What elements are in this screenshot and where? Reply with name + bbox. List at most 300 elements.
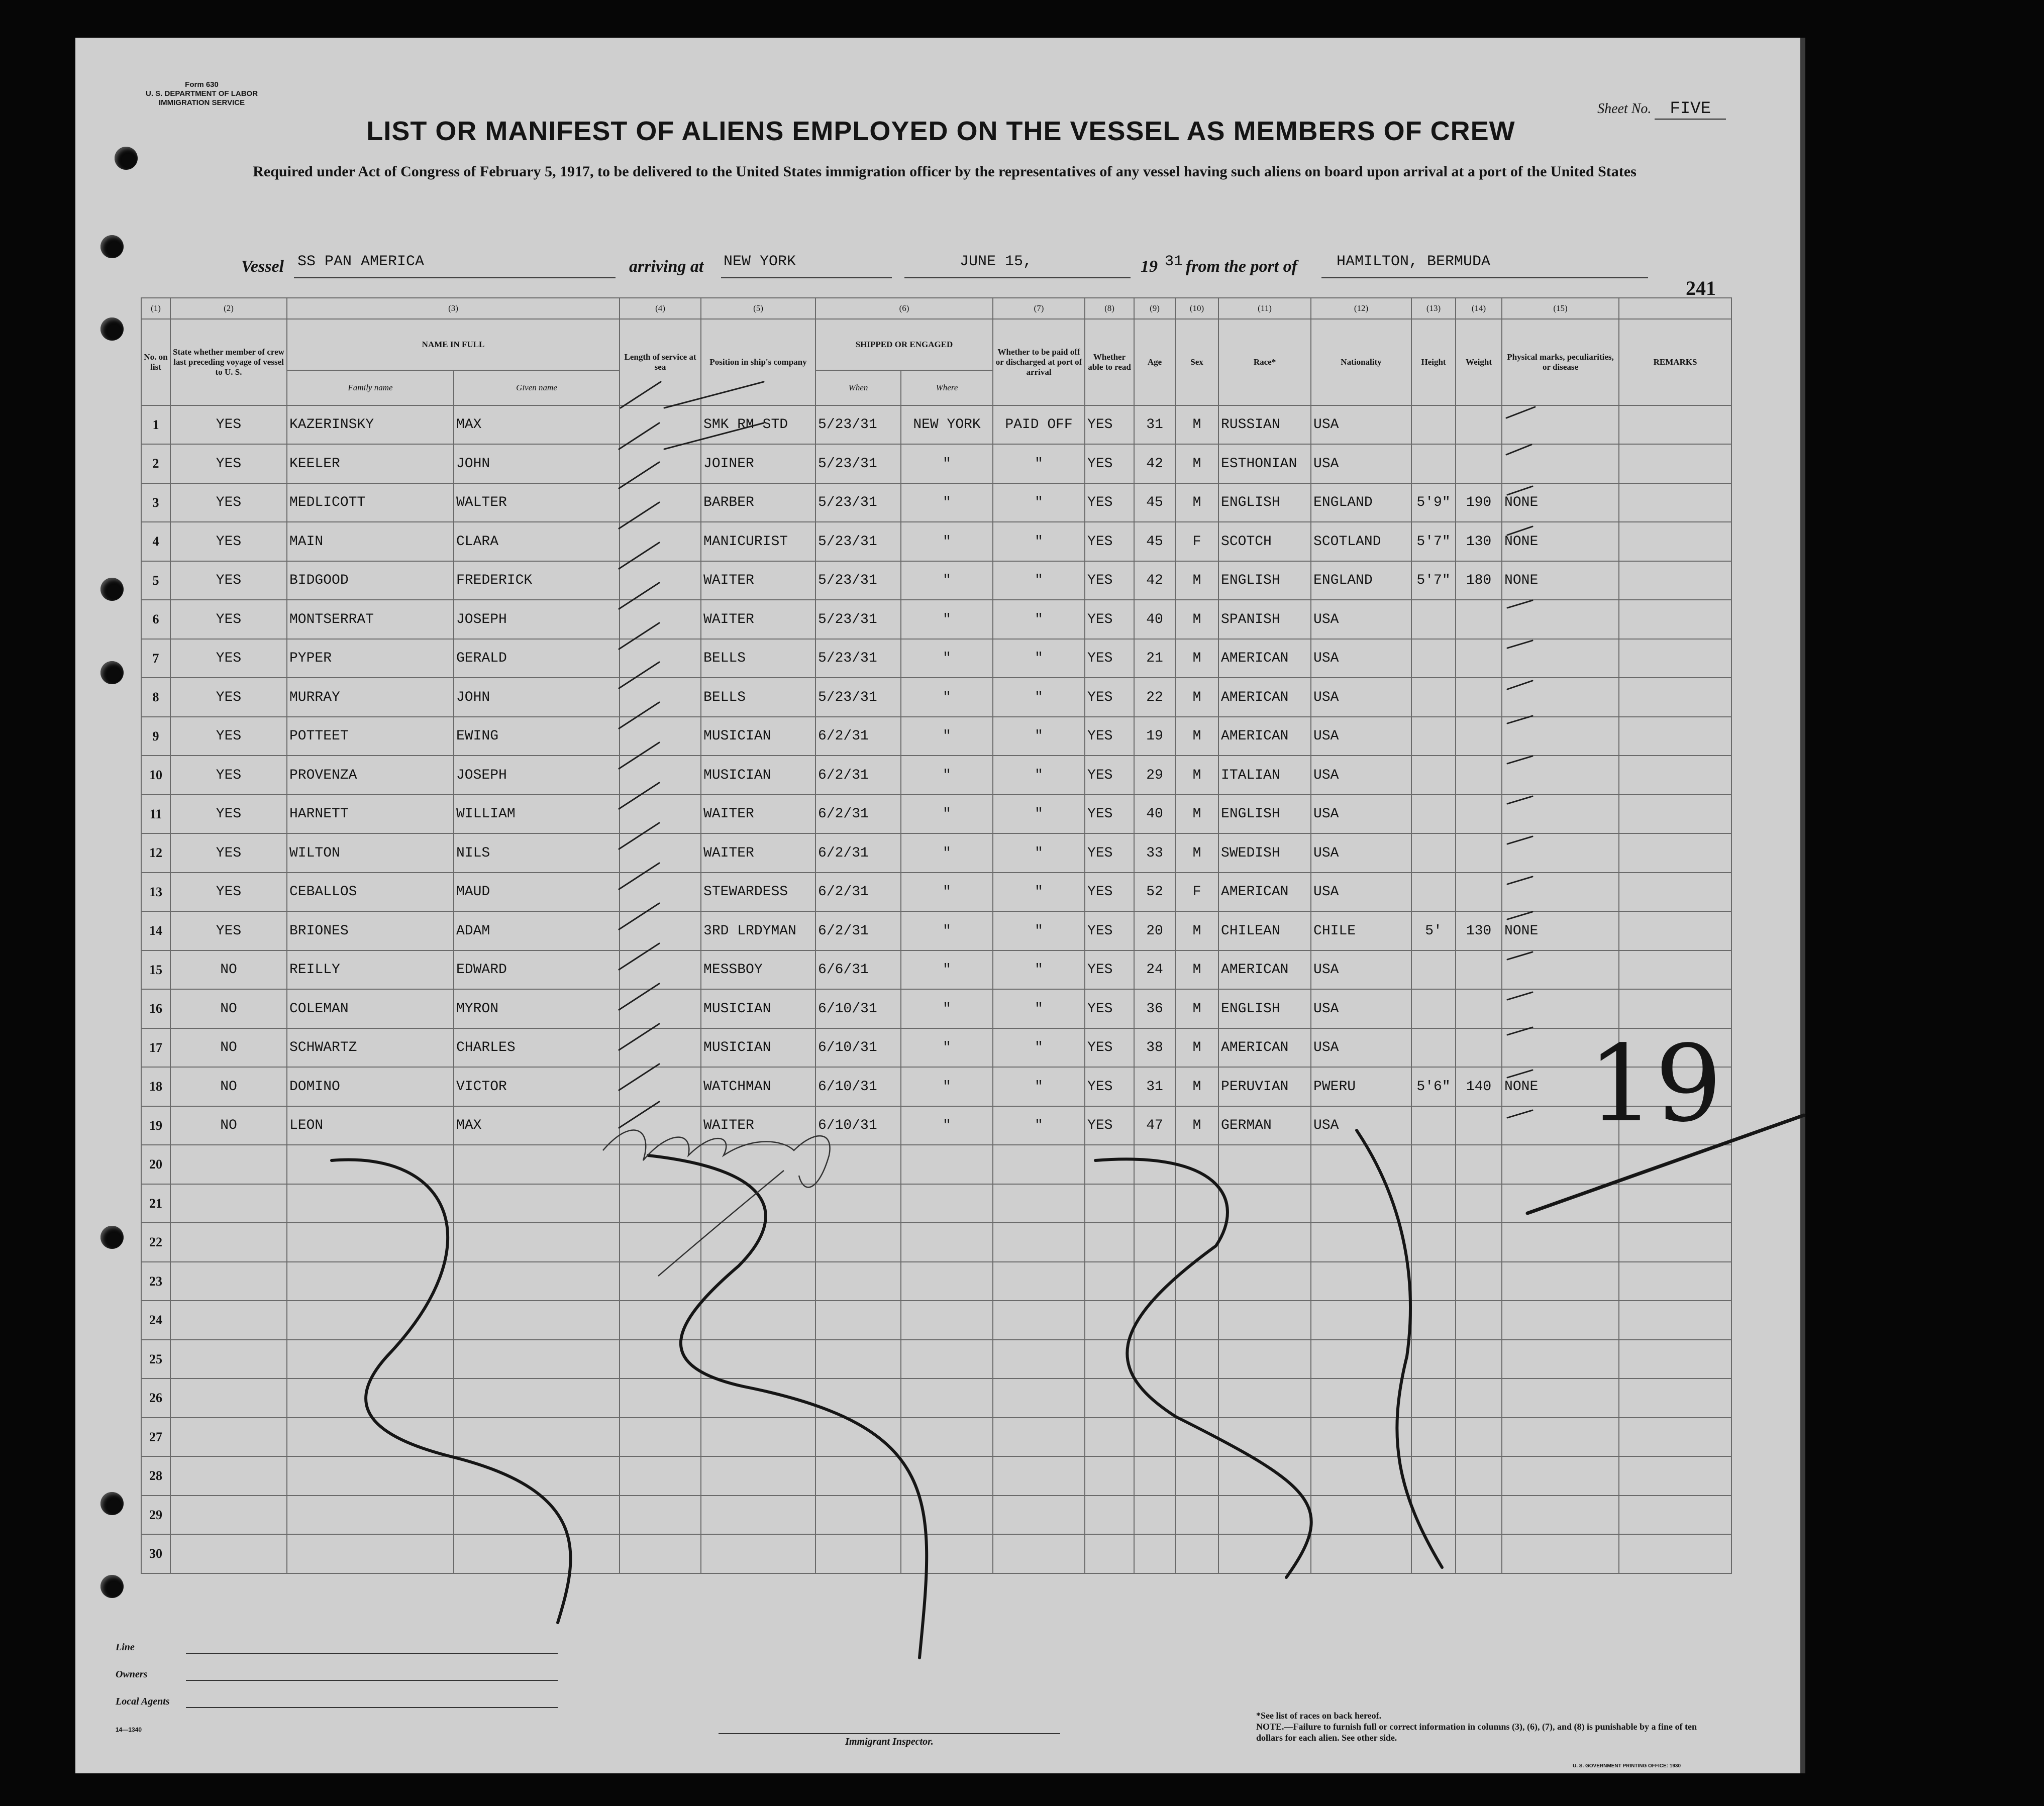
cell-weight: 140 [1456, 1067, 1502, 1106]
col-num: (11) [1218, 298, 1311, 319]
cell-no: 20 [141, 1145, 170, 1184]
cell-race: AMERICAN [1218, 639, 1311, 678]
cell-given: VICTOR [454, 1067, 620, 1106]
cell-position: JOINER [701, 444, 815, 483]
cell-where: " [901, 639, 993, 678]
vessel-label: Vessel [241, 257, 284, 276]
cell-age: 24 [1134, 950, 1175, 989]
year-prefix: 19 [1141, 257, 1158, 276]
cell-when: 5/23/31 [815, 483, 901, 522]
col-num: (13) [1411, 298, 1456, 319]
cell-given: JOHN [454, 678, 620, 717]
cell-position: BELLS [701, 678, 815, 717]
cell-no: 3 [141, 483, 170, 522]
cell-race: AMERICAN [1218, 678, 1311, 717]
cell-paid: " [993, 950, 1085, 989]
cell-age: 31 [1134, 405, 1175, 444]
cell-when: 6/2/31 [815, 873, 901, 911]
cell-read: YES [1085, 1028, 1134, 1067]
cell-race: SPANISH [1218, 600, 1311, 639]
printer-imprint: U. S. GOVERNMENT PRINTING OFFICE: 1930 [1573, 1763, 1681, 1769]
cell-paid: " [993, 522, 1085, 561]
cell-paid: " [993, 678, 1085, 717]
header-weight: Weight [1456, 319, 1502, 405]
cell-no: 12 [141, 833, 170, 873]
cell-state: YES [170, 600, 287, 639]
cell-marks: NONE [1502, 561, 1619, 600]
header-height: Height [1411, 319, 1456, 405]
col-num: (5) [701, 298, 815, 319]
col-num: (10) [1175, 298, 1218, 319]
cell-state: YES [170, 678, 287, 717]
cell-weight: 130 [1456, 911, 1502, 950]
header-discharged: Whether to be paid off or discharged at port of arrival [993, 319, 1085, 405]
cell-age: 40 [1134, 795, 1175, 833]
cell-no: 21 [141, 1184, 170, 1223]
arriving-value: NEW YORK [724, 253, 796, 270]
cell-sex: M [1175, 639, 1218, 678]
cell-given: MAX [454, 1106, 620, 1145]
cell-given: WALTER [454, 483, 620, 522]
cell-given: WILLIAM [454, 795, 620, 833]
cell-sex: M [1175, 678, 1218, 717]
cell-given: JOSEPH [454, 600, 620, 639]
cell-paid: " [993, 639, 1085, 678]
line-label: Line [116, 1642, 170, 1669]
form-number: Form 630 [185, 80, 219, 89]
header-race: Race* [1218, 319, 1311, 405]
header-physical: Physical marks, peculiarities, or disease [1502, 319, 1619, 405]
cell-where: " [901, 950, 993, 989]
cell-family: MAIN [287, 522, 454, 561]
cell-where: " [901, 795, 993, 833]
header-read: Whether able to read [1085, 319, 1134, 405]
cell-age: 33 [1134, 833, 1175, 873]
header-position: Position in ship's company [701, 319, 815, 405]
cell-race: CHILEAN [1218, 911, 1311, 950]
cell-no: 28 [141, 1456, 170, 1496]
cell-position: BELLS [701, 639, 815, 678]
cell-no: 4 [141, 522, 170, 561]
cell-nationality: USA [1311, 678, 1411, 717]
cell-read: YES [1085, 483, 1134, 522]
cell-paid: PAID OFF [993, 405, 1085, 444]
cell-read: YES [1085, 795, 1134, 833]
cell-given: CLARA [454, 522, 620, 561]
cell-where: " [901, 1028, 993, 1067]
cell-race: PERUVIAN [1218, 1067, 1311, 1106]
cell-nationality: USA [1311, 717, 1411, 756]
cell-nationality: PWERU [1311, 1067, 1411, 1106]
cell-paid: " [993, 1067, 1085, 1106]
cell-given: CHARLES [454, 1028, 620, 1067]
cell-nationality: USA [1311, 405, 1411, 444]
cell-state: YES [170, 522, 287, 561]
cell-state: YES [170, 405, 287, 444]
cell-paid: " [993, 795, 1085, 833]
cell-given: FREDERICK [454, 561, 620, 600]
cell-race: AMERICAN [1218, 950, 1311, 989]
cell-nationality: SCOTLAND [1311, 522, 1411, 561]
cell-race: AMERICAN [1218, 873, 1311, 911]
cell-family: MURRAY [287, 678, 454, 717]
cell-family: REILLY [287, 950, 454, 989]
cell-family: SCHWARTZ [287, 1028, 454, 1067]
cell-where: " [901, 444, 993, 483]
cell-race: RUSSIAN [1218, 405, 1311, 444]
cell-read: YES [1085, 911, 1134, 950]
cell-paid: " [993, 911, 1085, 950]
cell-race: AMERICAN [1218, 717, 1311, 756]
department: U. S. DEPARTMENT OF LABOR [146, 89, 258, 98]
cell-nationality: USA [1311, 950, 1411, 989]
cell-age: 47 [1134, 1106, 1175, 1145]
cell-family: HARNETT [287, 795, 454, 833]
cell-no: 5 [141, 561, 170, 600]
header-age: Age [1134, 319, 1175, 405]
cell-no: 7 [141, 639, 170, 678]
cell-race: SWEDISH [1218, 833, 1311, 873]
cell-state: NO [170, 1106, 287, 1145]
cell-nationality: USA [1311, 989, 1411, 1028]
cell-no: 13 [141, 873, 170, 911]
cell-nationality: CHILE [1311, 911, 1411, 950]
col-num: (14) [1456, 298, 1502, 319]
from-label: from the port of [1186, 257, 1297, 276]
cell-race: ITALIAN [1218, 756, 1311, 795]
cell-when: 6/2/31 [815, 756, 901, 795]
cell-when: 6/2/31 [815, 717, 901, 756]
cell-position: SMK RM STD [701, 405, 815, 444]
cell-age: 42 [1134, 444, 1175, 483]
col-num: (8) [1085, 298, 1134, 319]
cell-age: 38 [1134, 1028, 1175, 1067]
col-num: (15) [1502, 298, 1619, 319]
cell-age: 31 [1134, 1067, 1175, 1106]
cell-age: 29 [1134, 756, 1175, 795]
cell-family: MEDLICOTT [287, 483, 454, 522]
cell-family: POTTEET [287, 717, 454, 756]
cell-family: PROVENZA [287, 756, 454, 795]
void-squiggle [1357, 1130, 1442, 1567]
cell-position: WAITER [701, 833, 815, 873]
cell-race: GERMAN [1218, 1106, 1311, 1145]
cell-when: 6/2/31 [815, 833, 901, 873]
cell-age: 36 [1134, 989, 1175, 1028]
col-num: (6) [815, 298, 993, 319]
cell-given: MAUD [454, 873, 620, 911]
cell-state: NO [170, 989, 287, 1028]
cell-when: 6/10/31 [815, 1106, 901, 1145]
cell-position: MUSICIAN [701, 756, 815, 795]
cell-paid: " [993, 756, 1085, 795]
void-squiggle [332, 1160, 571, 1623]
cell-marks: NONE [1502, 483, 1619, 522]
col-num: (1) [141, 298, 170, 319]
cell-read: YES [1085, 522, 1134, 561]
inspector-signature [603, 1130, 830, 1188]
cell-position: MANICURIST [701, 522, 815, 561]
col-num: (4) [620, 298, 701, 319]
cell-state: YES [170, 756, 287, 795]
cell-family: PYPER [287, 639, 454, 678]
cell-weight: 180 [1456, 561, 1502, 600]
cell-when: 6/10/31 [815, 989, 901, 1028]
cell-where: " [901, 678, 993, 717]
cell-position: WAITER [701, 600, 815, 639]
cell-state: YES [170, 833, 287, 873]
cell-sex: M [1175, 756, 1218, 795]
cell-where: " [901, 911, 993, 950]
cell-read: YES [1085, 989, 1134, 1028]
cell-read: YES [1085, 639, 1134, 678]
page-title: LIST OR MANIFEST OF ALIENS EMPLOYED ON THE VESSEL AS MEMBERS OF CREW [366, 116, 1515, 146]
cell-nationality: USA [1311, 1106, 1411, 1145]
cell-when: 5/23/31 [815, 405, 901, 444]
cell-read: YES [1085, 405, 1134, 444]
service: IMMIGRATION SERVICE [158, 98, 245, 107]
cell-state: YES [170, 483, 287, 522]
cell-no: 26 [141, 1378, 170, 1418]
header-state: State whether member of crew last preceding voyage of vessel to U. S. [170, 319, 287, 405]
from-port-value: HAMILTON, BERMUDA [1337, 253, 1491, 270]
cell-sex: M [1175, 989, 1218, 1028]
cell-age: 19 [1134, 717, 1175, 756]
cell-sex: M [1175, 444, 1218, 483]
cell-race: SCOTCH [1218, 522, 1311, 561]
page-number: 241 [1686, 277, 1716, 299]
cell-nationality: USA [1311, 639, 1411, 678]
cell-when: 6/2/31 [815, 795, 901, 833]
cell-where: " [901, 989, 993, 1028]
cell-read: YES [1085, 756, 1134, 795]
cell-sex: M [1175, 600, 1218, 639]
cell-height: 5'9" [1411, 483, 1456, 522]
cell-given: EDWARD [454, 950, 620, 989]
cell-nationality: USA [1311, 873, 1411, 911]
cell-no: 30 [141, 1534, 170, 1573]
cell-height: 5'7" [1411, 522, 1456, 561]
cell-age: 20 [1134, 911, 1175, 950]
cell-where: " [901, 873, 993, 911]
cell-age: 45 [1134, 522, 1175, 561]
cell-position: WAITER [701, 795, 815, 833]
cell-where: " [901, 561, 993, 600]
length-of-service-ticks [664, 382, 764, 449]
agents-label: Local Agents [116, 1696, 170, 1723]
cell-nationality: ENGLAND [1311, 561, 1411, 600]
cell-position: 3RD LRDYMAN [701, 911, 815, 950]
cell-sex: M [1175, 911, 1218, 950]
cell-no: 11 [141, 795, 170, 833]
cell-position: WAITER [701, 1106, 815, 1145]
cell-no: 17 [141, 1028, 170, 1067]
handwritten-count: 19 [1588, 1022, 1722, 1145]
cell-when: 6/10/31 [815, 1067, 901, 1106]
cell-when: 5/23/31 [815, 522, 901, 561]
cell-sex: M [1175, 483, 1218, 522]
cell-state: YES [170, 795, 287, 833]
cell-marks: NONE [1502, 911, 1619, 950]
agents-code: 14—1340 [116, 1726, 142, 1733]
cell-paid: " [993, 1028, 1085, 1067]
note-text: NOTE.—Failure to furnish full or correct information in columns (3), (6), (7), and (8) is punishable by a fine of ten dollars for each alien. See other side. [1256, 1722, 1697, 1743]
cell-no: 1 [141, 405, 170, 444]
cell-no: 10 [141, 756, 170, 795]
cell-state: YES [170, 911, 287, 950]
vessel-value: SS PAN AMERICA [297, 253, 425, 270]
sheet-label: Sheet No. [1597, 101, 1652, 117]
cell-paid: " [993, 717, 1085, 756]
cell-paid: " [993, 483, 1085, 522]
cell-where: " [901, 833, 993, 873]
page-subtitle: Required under Act of Congress of February 5, 1917, to be delivered to the United States immigration officer by the representatives of any vessel having such aliens on board upon arrival at a port of the United States [253, 163, 1637, 180]
year-value: 31 [1165, 253, 1183, 270]
cell-sex: M [1175, 1028, 1218, 1067]
cell-given: JOSEPH [454, 756, 620, 795]
header-where: Where [901, 370, 993, 405]
cell-family: WILTON [287, 833, 454, 873]
cell-given: ADAM [454, 911, 620, 950]
cell-sex: M [1175, 1067, 1218, 1106]
cell-given: JOHN [454, 444, 620, 483]
cell-when: 6/2/31 [815, 911, 901, 950]
cell-paid: " [993, 444, 1085, 483]
cell-nationality: USA [1311, 833, 1411, 873]
cell-no: 24 [141, 1301, 170, 1340]
cell-sex: F [1175, 522, 1218, 561]
col-num: (2) [170, 298, 287, 319]
cell-given: MAX [454, 405, 620, 444]
note-star: *See list of races on back hereof. [1256, 1711, 1382, 1721]
cell-no: 16 [141, 989, 170, 1028]
col-num: (7) [993, 298, 1085, 319]
cell-race: ENGLISH [1218, 795, 1311, 833]
header-sex: Sex [1175, 319, 1218, 405]
cell-nationality: USA [1311, 795, 1411, 833]
cell-read: YES [1085, 833, 1134, 873]
cell-no: 6 [141, 600, 170, 639]
cell-when: 5/23/31 [815, 561, 901, 600]
cell-height: 5' [1411, 911, 1456, 950]
cell-age: 42 [1134, 561, 1175, 600]
cell-no: 29 [141, 1496, 170, 1534]
header-length: Length of service at sea [620, 319, 701, 405]
header-shipped: SHIPPED OR ENGAGED [815, 319, 993, 370]
cell-weight: 190 [1456, 483, 1502, 522]
cell-state: YES [170, 873, 287, 911]
cell-state: YES [170, 717, 287, 756]
cell-read: YES [1085, 717, 1134, 756]
cell-family: KEELER [287, 444, 454, 483]
void-squiggle [648, 1155, 927, 1658]
cell-where: " [901, 1106, 993, 1145]
cell-state: NO [170, 950, 287, 989]
cell-race: AMERICAN [1218, 1028, 1311, 1067]
cell-no: 22 [141, 1223, 170, 1262]
cell-no: 25 [141, 1340, 170, 1378]
cell-sex: M [1175, 717, 1218, 756]
cell-race: ENGLISH [1218, 989, 1311, 1028]
cell-position: MESSBOY [701, 950, 815, 989]
header-remarks: REMARKS [1619, 319, 1731, 405]
cell-paid: " [993, 561, 1085, 600]
physical-marks-checks [1506, 407, 1535, 1118]
cell-family: KAZERINSKY [287, 405, 454, 444]
cell-state: YES [170, 639, 287, 678]
cell-no: 2 [141, 444, 170, 483]
cell-read: YES [1085, 561, 1134, 600]
cell-paid: " [993, 833, 1085, 873]
cell-position: MUSICIAN [701, 1028, 815, 1067]
cell-when: 5/23/31 [815, 639, 901, 678]
cell-given: NILS [454, 833, 620, 873]
cell-no: 15 [141, 950, 170, 989]
cell-when: 5/23/31 [815, 600, 901, 639]
cell-when: 5/23/31 [815, 444, 901, 483]
cell-position: BARBER [701, 483, 815, 522]
cell-state: YES [170, 444, 287, 483]
cell-read: YES [1085, 1106, 1134, 1145]
cell-read: YES [1085, 600, 1134, 639]
cell-read: YES [1085, 444, 1134, 483]
cell-when: 6/10/31 [815, 1028, 901, 1067]
cell-where: " [901, 483, 993, 522]
cell-age: 52 [1134, 873, 1175, 911]
cell-read: YES [1085, 678, 1134, 717]
cell-height: 5'7" [1411, 561, 1456, 600]
cell-family: BRIONES [287, 911, 454, 950]
cell-no: 8 [141, 678, 170, 717]
cell-paid: " [993, 600, 1085, 639]
cell-given: GERALD [454, 639, 620, 678]
header-given: Given name [454, 370, 620, 405]
cell-where: " [901, 522, 993, 561]
cell-given: MYRON [454, 989, 620, 1028]
cell-position: WAITER [701, 561, 815, 600]
cell-family: COLEMAN [287, 989, 454, 1028]
header-no-on-list: No. on list [141, 319, 170, 405]
cell-no: 27 [141, 1418, 170, 1456]
cell-height: 5'6" [1411, 1067, 1456, 1106]
cell-read: YES [1085, 950, 1134, 989]
cell-state: NO [170, 1067, 287, 1106]
cell-position: MUSICIAN [701, 989, 815, 1028]
cell-nationality: ENGLAND [1311, 483, 1411, 522]
cell-family: BIDGOOD [287, 561, 454, 600]
cell-family: CEBALLOS [287, 873, 454, 911]
sheet-value: FIVE [1655, 99, 1726, 120]
cell-sex: M [1175, 795, 1218, 833]
cell-family: MONTSERRAT [287, 600, 454, 639]
cell-when: 6/6/31 [815, 950, 901, 989]
cell-race: ENGLISH [1218, 561, 1311, 600]
cell-where: " [901, 1067, 993, 1106]
cell-no: 23 [141, 1262, 170, 1301]
cell-family: LEON [287, 1106, 454, 1145]
cell-position: MUSICIAN [701, 717, 815, 756]
cell-no: 18 [141, 1067, 170, 1106]
cell-sex: M [1175, 833, 1218, 873]
cell-race: ESTHONIAN [1218, 444, 1311, 483]
cell-when: 5/23/31 [815, 678, 901, 717]
cell-marks: NONE [1502, 1067, 1619, 1106]
date-value: JUNE 15, [960, 253, 1033, 270]
header-name: NAME IN FULL [287, 319, 620, 370]
cell-no: 19 [141, 1106, 170, 1145]
cell-paid: " [993, 989, 1085, 1028]
arriving-label: arriving at [629, 257, 704, 276]
